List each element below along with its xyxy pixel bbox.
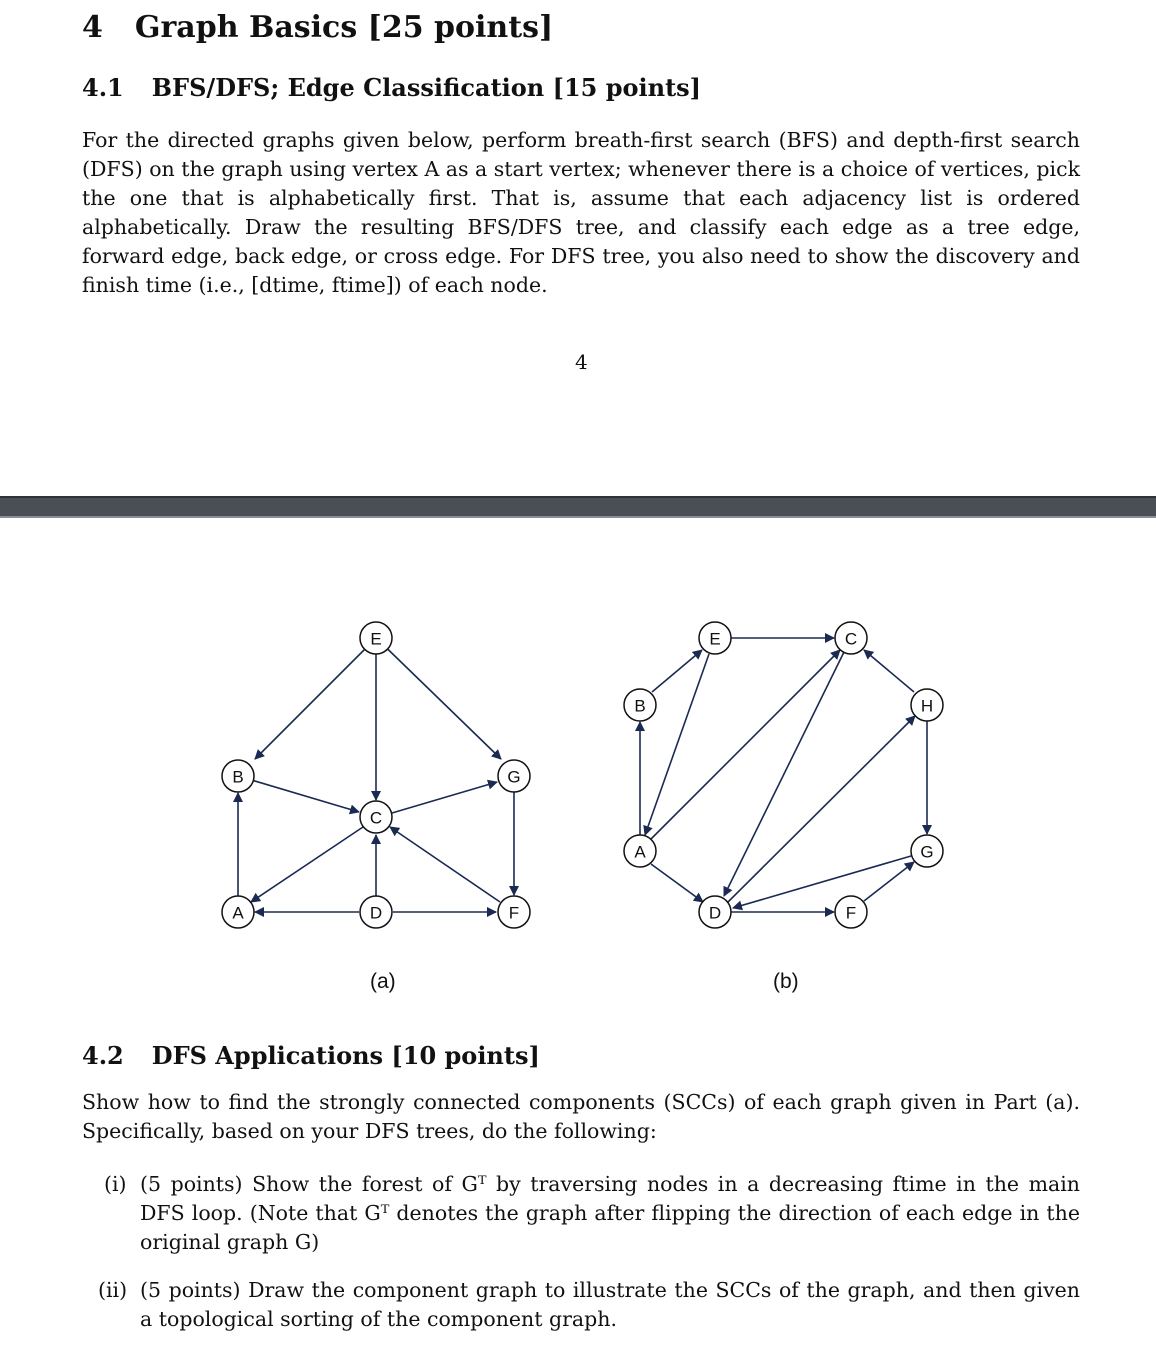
section-4-1-heading (82, 73, 701, 102)
edge-a-C-G (392, 782, 497, 813)
section-4-heading (82, 10, 553, 45)
list-item-ii (98, 1276, 1080, 1334)
list-item-i-label: (i) (104, 1172, 127, 1196)
node-b-B-label: B (634, 696, 646, 716)
edge-b-B-E (652, 650, 702, 692)
node-a-F-label: F (508, 903, 520, 923)
node-a-E-label: E (370, 629, 382, 649)
edge-b-H-C (864, 650, 914, 692)
edge-a-F-C (390, 827, 500, 902)
section-4-1-paragraph: For the directed graphs given below, perform breath-first search (BFS) and depth-first search (DFS) on the graph using vertex A as a start vertex; whenever there is a choice of vertices, pick the one that is alphabetically first. That is, assume that each adjacency list is ordered alphabetically. Draw the resulting BFS/DFS tree, and classify each edge as a tree edge, forward edge, back edge, or cross edge. For DFS tree, you also need to show the discovery and finish time (i.e., [dtime, ftime]) of each node. (82, 128, 1080, 297)
node-a-D-label: D (369, 903, 383, 923)
edge-a-C-A (251, 827, 363, 902)
node-b-C-label: C (844, 629, 858, 649)
graph-a-edges (238, 649, 514, 912)
edge-b-A-D (651, 864, 703, 902)
section-4-1-number: 4.1 (82, 73, 124, 102)
page-divider (0, 496, 1156, 518)
section-4-2-paragraph: Show how to find the strongly connected components (SCCs) of each graph given in Part (a). Specifically, based on your DFS trees, do the following: (82, 1090, 1080, 1143)
node-b-E-label: E (709, 629, 721, 649)
node-b-F-label: F (845, 903, 857, 923)
section-4-2-title: DFS Applications [10 points] (151, 1041, 540, 1070)
node-b-A-label: A (634, 842, 646, 862)
node-b-G-label: G (920, 842, 934, 862)
list-item-ii-label: (ii) (98, 1278, 128, 1302)
node-a-C-label: C (369, 808, 383, 828)
node-b-H-label: H (920, 696, 934, 716)
graph-b-caption: (b) (773, 970, 799, 993)
edge-b-D-H (728, 716, 915, 902)
section-4-1-title: BFS/DFS; Edge Classification [15 points] (151, 73, 702, 102)
graph-a-caption: (a) (370, 970, 396, 993)
edge-b-A-C (651, 650, 840, 839)
node-a-B-label: B (232, 767, 244, 787)
list-item-i-text: (5 points) Show the forest of Gᵀ by traversing nodes in a decreasing ftime in the main DFS loop. (Note that Gᵀ denotes the graph after flipping the direction of each edge in the original graph G) (140, 1172, 1080, 1254)
edge-b-G-D (733, 856, 911, 908)
edge-a-E-B (255, 650, 365, 760)
edge-b-E-A (645, 654, 709, 835)
section-4-number: 4 (82, 10, 103, 45)
list-item-i (104, 1170, 1080, 1257)
graph-b-edges (640, 638, 927, 912)
node-b-D-label: D (708, 903, 722, 923)
edge-b-C-D (724, 652, 844, 896)
edge-a-B-C (254, 781, 360, 812)
node-a-G-label: G (507, 767, 521, 787)
edge-a-E-G (388, 649, 501, 759)
section-4-2-heading (82, 1041, 540, 1070)
section-4-title: Graph Basics [25 points] (134, 10, 554, 45)
node-a-A-label: A (232, 903, 244, 923)
page-number: 4 (575, 350, 588, 374)
section-4-2-number: 4.2 (82, 1041, 124, 1070)
graphs-figure (0, 600, 1156, 1020)
list-item-ii-text: (5 points) Draw the component graph to illustrate the SCCs of the graph, and then given a topological sorting of the component graph. (140, 1278, 1080, 1331)
